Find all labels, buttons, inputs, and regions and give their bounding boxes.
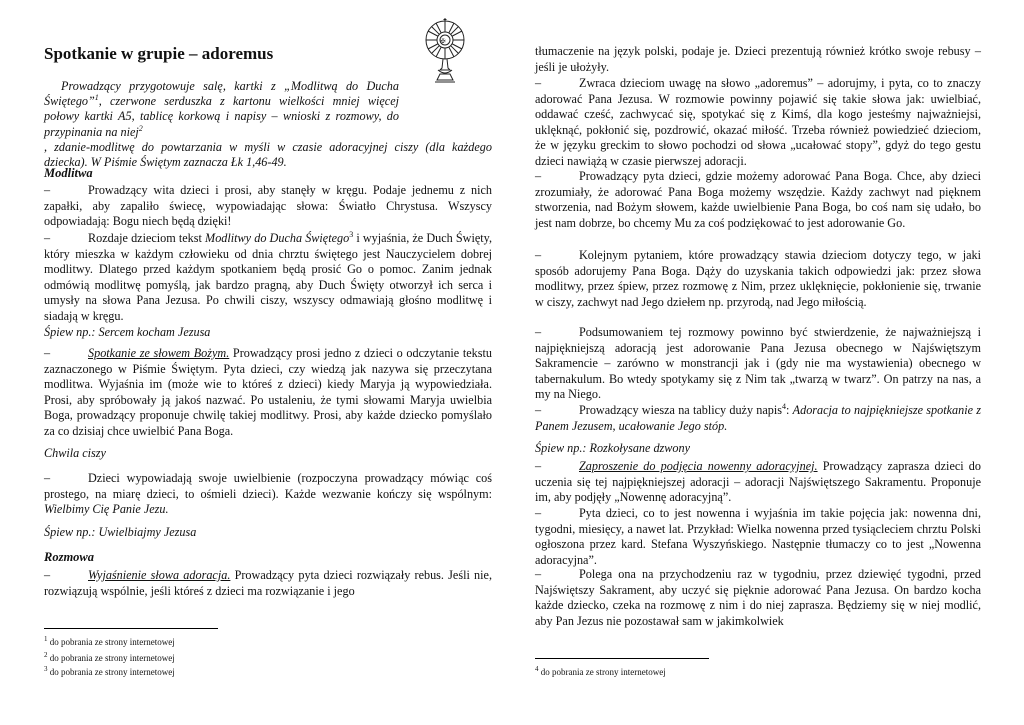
section-heading-modlitwa: Modlitwa bbox=[44, 166, 93, 180]
paragraph: – Rozdaje dzieciom tekst Modlitwy do Ducha Świętego$^3$ i wyjaśnia, że Duch Święty, który mieszka w każdym człowieku od dnia chrztu świętego jest Nauczycielem dobrej modlitwy. Dlatego przed każdym spotkaniem będą prosić Go o pomoc. Zanim jednak odmówią modlitwę pomyślą, jak bardzo pragną, aby Duch Święty otworzył ich serca i umysły na słowa Pana Jezusa. Po chwili ciszy, wszyscy odmawiają głośno modlitwę i siadają w kręgu. bbox=[44, 229, 492, 323]
svg-text:✠: ✠ bbox=[440, 38, 446, 45]
footnote-ref: 3 bbox=[349, 229, 354, 239]
footnote-ref: 1 bbox=[94, 93, 99, 103]
paragraph: – Kolejnym pytaniem, które prowadzący stawia dzieciom dotyczy tego, w jaki sposób adorujemy Pana Boga. Dąży do uzyskania takich odpowiedzi jak: przez słowa modlitwy, przez śpiew, przez rozmowę z Nim, przez uklęknięcie, pokłonienie się, trwanie w ciszy, zachwyt nad Jego dziełem np. przyrodą, nad Jego miłością. bbox=[535, 248, 981, 309]
song-note: Śpiew np.: Rozkołysane dzwony bbox=[535, 441, 691, 455]
footnote: $^1$ do pobrania ze strony internetowej bbox=[44, 635, 175, 647]
silence-note: Chwila ciszy bbox=[44, 446, 106, 460]
paragraph: – Prowadzący wiesza na tablicy duży napis$^4$: Adoracja to najpiękniejsze spotkanie z Panem Jezusem, ucałowanie Jego stóp. bbox=[535, 401, 981, 433]
paragraph: – Zaproszenie do podjęcia nowenny adoracyjnej. Prowadzący zaprasza dzieci do uczenia się tej najpiękniejszej adoracji – adoracji Najświętszego Sakramentu. Proponuje im, aby podjęły „Nowennę adoracyjną”. bbox=[535, 459, 981, 505]
section-heading-rozmowa: Rozmowa bbox=[44, 550, 95, 564]
footnote-divider bbox=[44, 628, 218, 629]
paragraph: – Pyta dzieci, co to jest nowenna i wyjaśnia im takie pojęcia jak: nowenna dni, tygodni, miesięcy, a nawet lat. Przykład: Wielka nowenna przed tysiącleciem chrztu Polski ogłoszona przez kard. Stefana Wyszyńskiego. Następnie tłumaczy co to jest „Nowenna adoracyjna”. bbox=[535, 506, 981, 567]
footnote: $^3$ do pobrania ze strony internetowej bbox=[44, 665, 175, 677]
paragraph: – Podsumowaniem tej rozmowy powinno być stwierdzenie, że najważniejszą i najpiękniejszą adoracją jest adorowanie Pana Jezusa obecnego w Najświętszym Sakramencie – zarówno w monstrancji jak i (gdy nie ma wystawienia) obecnego w tabernakulum. Bo wtedy spotykamy się z Nim tak „twarzą w twarz”. On patrzy na nas, a my na Niego. bbox=[535, 325, 981, 402]
paragraph: – Polega ona na przychodzeniu raz w tygodniu, przez dziewięć tygodni, przed Najświętszy Sakrament, aby uczyć się pięknie adorować Pana Jezusa. On bardzo kocha każde dziecko, czeka na rozmowę z nim i do niej zaprasza. Będziemy się w niej modlić, aby Pan Jezus nie pozostawał sam w jakimkolwiek bbox=[535, 567, 981, 628]
footnote: $^4$ do pobrania ze strony internetowej bbox=[535, 665, 666, 677]
paragraph: – Spotkanie ze słowem Bożym. Prowadzący prosi jedno z dzieci o odczytanie tekstu zaznaczonego w Piśmie Świętym. Pyta dzieci, czy wiedzą jak nazywa się przeczytana modlitwa. Wyjaśnia im (może wie to któreś z dzieci) kiedy Maryja ją wypowiedziała. Prosi, aby spróbowały ją jakoś nazwać. Po ustaleniu, że tymi słowami Maryja uwielbia Boga, prowadzący proponuje chwilę takiej modlitwy. Prosi, aby każde dziecko pomyślało za co dzisiaj chce uwielbić Pana Boga. bbox=[44, 346, 492, 438]
paragraph: tłumaczenie na język polski, podaje je. Dzieci prezentują również krótko swoje rebusy – jeśli je ułożyły. bbox=[535, 44, 981, 74]
page-title: Spotkanie w grupie – adoremus bbox=[44, 44, 274, 63]
footnote-divider bbox=[535, 658, 709, 659]
monstrance-icon bbox=[418, 18, 472, 88]
paragraph: – Prowadzący wita dzieci i prosi, aby stanęły w kręgu. Podaje jednemu z nich zapałki, aby zapaliło świecę, wypowiadając słowa: Światło Chrystusa. Wszyscy odpowiadają: Bogu niech będą dzięki! bbox=[44, 183, 492, 229]
paragraph: – Dzieci wypowiadają swoje uwielbienie (rozpoczyna prowadzący mówiąc coś prostego, na miarę dzieci, to ośmieli dzieci). Każde wezwanie kończy się wspólnym: Wielbimy Cię Panie Jezu. bbox=[44, 471, 492, 517]
footnote-ref: 2 bbox=[138, 123, 143, 133]
song-note: Śpiew np.: Uwielbiajmy Jezusa bbox=[44, 525, 197, 539]
footnote: $^2$ do pobrania ze strony internetowej bbox=[44, 651, 175, 663]
footnote-ref: 4 bbox=[782, 401, 787, 411]
paragraph: – Wyjaśnienie słowa adoracja. Prowadzący pyta dzieci rozwiązały rebus. Jeśli nie, rozwiązują wspólnie, jeśli któreś z dzieci ma rozwiązanie i jego bbox=[44, 568, 492, 598]
paragraph: – Prowadzący pyta dzieci, gdzie możemy adorować Pana Boga. Chce, aby dzieci zrozumiały, że adorować Pana Boga możemy wszędzie. Każdy zachwyt nad pięknem stworzenia, nad Bożym słowem, każde uwielbienie Pana Boga, bo coś nam się udało, bo jest nam dobrze, bo chcemy Mu za coś podziękować to jest adorowanie Go. bbox=[535, 169, 981, 230]
intro-paragraph: Prowadzący przygotowuje salę, kartki z „Modlitwą do Ducha Świętego”$^1$, czerwone serduszka z kartonu wielkości mniej więcej połowy kartki A5, tablicę korkową i napisy – wnioski z rozmowy, do przypinania na niej$^2$ , zdanie-modlitwę do powtarzania w myśli w czasie adoracyjnej ciszy (dla każdego dziecka). W Piśmie Świętym zaznacza Łk 1,46-49. bbox=[44, 79, 492, 170]
song-note: Śpiew np.: Sercem kocham Jezusa bbox=[44, 325, 211, 339]
paragraph: – Zwraca dzieciom uwagę na słowo „adoremus” – adorujmy, i pyta, co to znaczy adorować Pana Jezusa. W rozmowie powinny pojawić się takie słowa jak: uwielbiać, oddawać cześć, zachwycać się, spotykać się z Kimś, dla kogo jesteśmy najważniejsi, uklęknąć, pokłonić się, pozdrowić, okazać miłość. Trzeba również powiedzieć dzieciom, że w języku greckim to słowo pochodzi od słowa „ucałować stopy”, gdyż do tego gestu dzieci nawiążą w czasie pierwszej adoracji. bbox=[535, 76, 981, 168]
